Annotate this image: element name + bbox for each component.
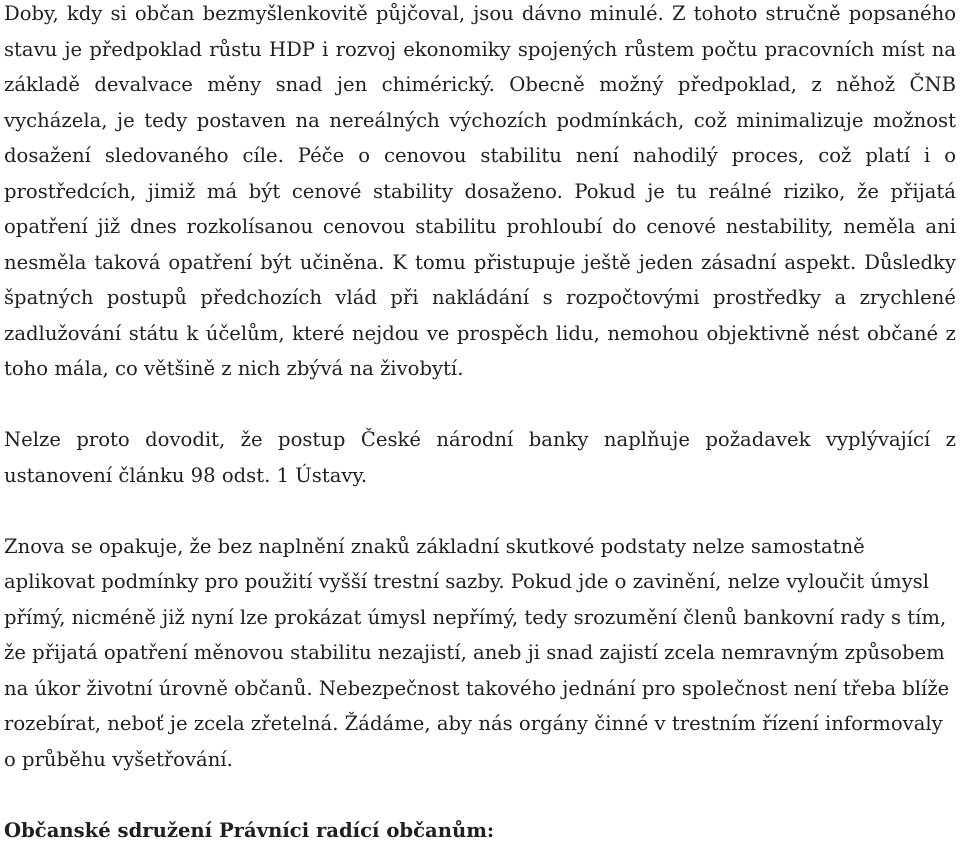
document-body	[4, 0, 956, 848]
paragraph-criminal-liability: Znova se opakuje, že bez naplnění znaků základní skutkové podstaty nelze samostatně aplikovat podmínky pro použití vyšší trestní sazby. Pokud jde o zavinění, nelze vyloučit úmysl přímý, nicméně již nyní lze prokázat úmysl nepřímý, tedy srozumění členů bankovní rady s tím, že přijatá opatření měnovou stabilitu nezajistí, aneb ji snad zajistí zcela nemravným způsobem na úkor životní úrovně občanů. Nebezpečnost takového jednání pro společnost není třeba blíže rozebírat, neboť je zcela zřetelná. Žádáme, aby nás orgány činné v trestním řízení informovaly o průběhu vyšetřování.	[4, 534, 950, 771]
paragraph-constitution: Nelze proto dovodit, že postup České národní banky naplňuje požadavek vyplývající z ustanovení článku 98 odst. 1 Ústavy.	[4, 428, 956, 487]
paragraph-monetary-policy: Doby, kdy si občan bezmyšlenkovitě půjčoval, jsou dávno minulé. Z tohoto stručně popsaného stavu je předpoklad růstu HDP i rozvoj ekonomiky spojených růstem počtu pracovních míst na základě devalvace měny snad jen chimérický. Obecně možný předpoklad, z něhož ČNB vycházela, je tedy postaven na nereálných výchozích podmínkách, což minimalizuje možnost dosažení sledovaného cíle. Péče o cenovou stabilitu není nahodilý proces, což platí i o prostředcích, jimiž má být cenové stability dosaženo. Pokud je tu reálné riziko, že přijatá opatření již dnes rozkolísanou cenovou stabilitu prohloubí do cenové nestability, neměla ani nesměla taková opatření být učiněna. K tomu přistupuje ještě jeden zásadní aspekt. Důsledky špatných postupů předchozích vlád při nakládání s rozpočtovými prostředky a zrychlené zadlužování státu k účelům, které nejdou ve prospěch lidu, nemohou objektivně nést občané z toho mála, co většině z nich zbývá na živobytí.	[4, 2, 956, 380]
signature-heading: Občanské sdružení Právníci radící občanům:	[4, 818, 495, 842]
